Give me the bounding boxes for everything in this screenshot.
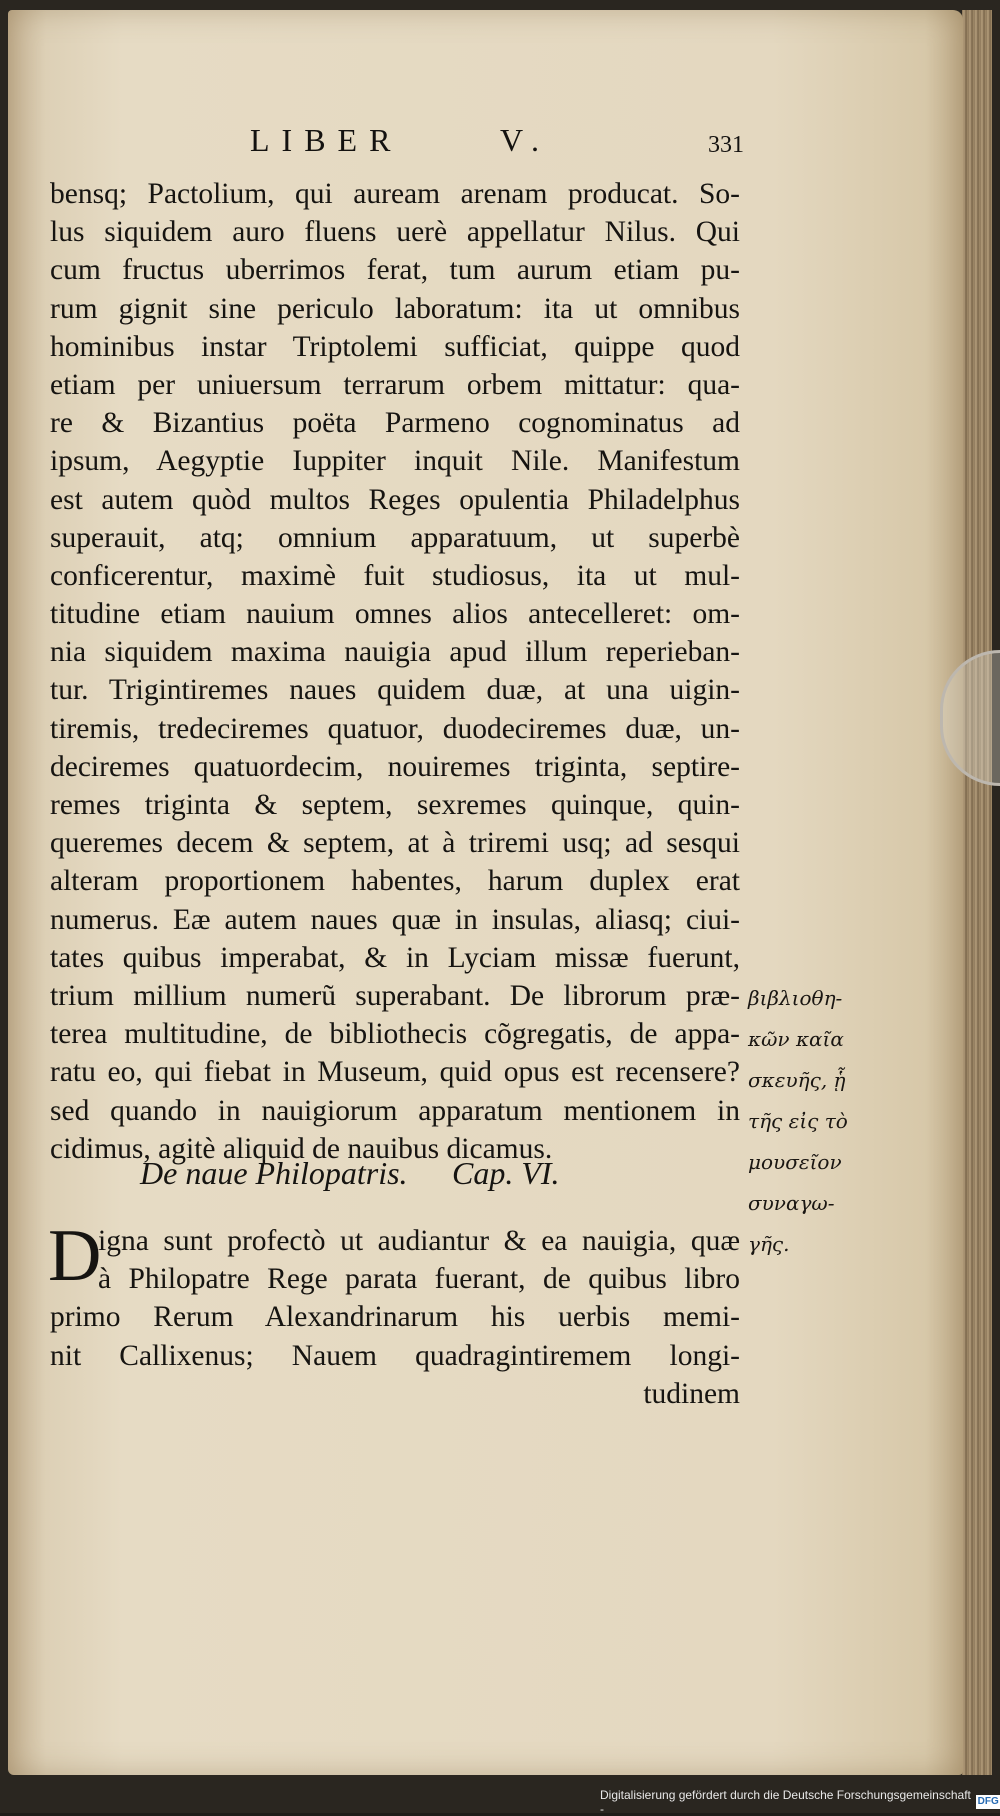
text-line: nit Callixenus; Nauem quadragintiremem longi- [50,1339,740,1372]
text-line: igna sunt profectò ut audiantur & ea nauigia, quæ [98,1225,740,1257]
margin-note-line: τῆς εἰς τὸ [748,1109,848,1133]
chapter-heading [140,1155,640,1199]
page-number: 331 [708,132,744,158]
margin-note-line: βιβλιοθη- [748,986,843,1010]
chapter-title: De naue Philopatris. [140,1155,408,1191]
credit-text: Digitalisierung gefördert durch die Deutsche Forschungsgemeinschaft - [600,1788,971,1816]
text-line: sed quando in nauigiorum apparatum mentionem in [50,1094,740,1127]
text-line: lus siquidem auro fluens uerè appellatur Nilus. Qui [50,216,740,249]
text-line: titudine etiam nauium omnes alios antecelleret: om- [50,598,740,631]
text-line: nia siquidem maxima nauigia apud illum reperieban- [50,636,740,669]
text-line: hominibus instar Triptolemi sufficiat, quippe quod [50,330,740,363]
drop-cap: D [48,1215,102,1297]
text-line: bensq; Pactolium, qui auream arenam producat. So- [50,178,740,210]
text-line: trium millium numerũ superabant. De librorum præ- [50,979,740,1012]
text-line: rum gignit sine periculo laboratum: ita ut omnibus [50,292,740,325]
margin-note-line: συναγω- [748,1191,835,1215]
text-line: ipsum, Aegyptie Iuppiter inquit Nile. Manifestum [50,445,740,478]
main-text [50,175,740,1168]
text-line: conficerentur, maximè fuit studiosus, ita ut mul- [50,559,740,592]
text-line: re & Bizantius poëta Parmeno cognominatus ad [50,407,740,440]
text-line: tudinem [643,1377,740,1410]
text-line: queremes decem & septem, at à triremi usq; ad sesqui [50,827,740,860]
margin-note-line: κῶν καῖα [748,1027,844,1051]
text-line: ratu eo, qui fiebat in Museum, quid opus est recensere? [50,1056,740,1089]
margin-note [748,978,868,1265]
chapter-label: Cap. VI. [452,1155,560,1191]
text-line: remes triginta & septem, sexremes quinque, quin- [50,789,740,821]
text-line: numerus. Eæ autem naues quæ in insulas, aliasq; ciui- [50,903,740,936]
running-head: LIBER [250,122,403,158]
text-line: alteram proportionem habentes, harum duplex erat [50,865,740,898]
text-line: superauit, atq; omnium apparatuum, ut superbè [50,521,740,554]
text-line: cidimus, agitè aliquid de nauibus dicamus. [50,1132,553,1165]
text-line: terea multitudine, de bibliothecis cõgregatis, de appa- [50,1018,740,1051]
chapter-text [50,1222,740,1413]
margin-note-line: σκευῆς, ᾗ [748,1068,846,1092]
text-line: deciremes quatuordecim, nouiremes triginta, septire- [50,750,740,783]
text-line: tiremis, tredeciremes quatuor, duodeciremes duæ, un- [50,712,740,745]
digitization-credit [600,1788,1000,1816]
text-line: primo Rerum Alexandrinarum his uerbis memi- [50,1301,740,1334]
margin-note-line: μουσεῖον [748,1150,842,1174]
page-header [250,122,750,162]
margin-note-line: γῆς. [748,1232,790,1256]
text-line: tates quibus imperabat, & in Lyciam missæ fuerunt, [50,941,740,974]
text-line: à Philopatre Rege parata fuerant, de quibus libro [98,1263,740,1296]
text-line: est autem quòd multos Reges opulentia Philadelphus [50,483,740,516]
book-number: V. [500,122,551,158]
text-line: tur. Trigintiremes naues quidem duæ, at una uigin- [50,674,740,707]
page-edge [962,10,992,1775]
dfg-logo: DFG [977,1796,999,1807]
text-line: cum fructus uberrimos ferat, tum aurum etiam pu- [50,254,740,287]
text-line: etiam per uniuersum terrarum orbem mittatur: qua- [50,368,740,401]
